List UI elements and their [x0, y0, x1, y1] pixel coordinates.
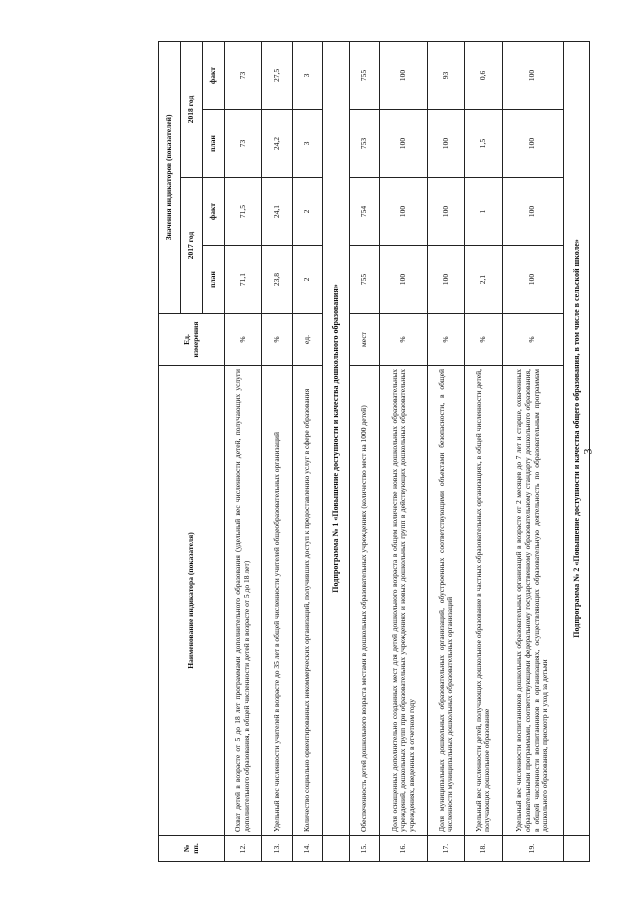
row-name: Охват детей в возрасте от 5 до 18 лет программами дополнительного образования (удельный вес численности детей, получающих услуги дополнительного образования, в общей численности детей в возрасте от 5 до 18 лет)	[225, 366, 262, 836]
table-container	[0, 67, 640, 854]
row-plan-2017: 2,1	[465, 246, 502, 314]
row-num: 13.	[262, 836, 293, 862]
row-name: Удельный вес численности воспитанников дошкольных образовательных организаций в возрасте от 2 месяцев до 7 лет и старше, охваченных образовательными программами, соответствующими федеральному государственному образовательному стандарту дошкольного образования, в общей численности воспитанников в организациях, осуществляющих образовательную деятельность по образовательным программам дошкольного образования, присмотр и уход за детьми	[502, 366, 563, 836]
row-name: Доля оснащенных дополнительно созданных мест для детей дошкольного возраста в общем количестве новых дошкольных образовательных учреждений, дошкольных групп при образовательных учреждениях и новых дошкольных групп в действующих дошкольных образовательных учреждениях, введенных в отчетном году	[380, 366, 428, 836]
row-plan-2017: 23,8	[262, 246, 293, 314]
row-fact-2017: 100	[502, 178, 563, 246]
row-name: Обеспеченность детей дошкольного возраста местами в дошкольных образовательных учреждениях (количество мест на 1000 детей)	[349, 366, 380, 836]
row-fact-2017: 24,1	[262, 178, 293, 246]
row-fact-2017: 71,5	[225, 178, 262, 246]
row-num: 15.	[349, 836, 380, 862]
header-fact-2018: факт	[203, 41, 225, 109]
row-fact-2018: 73	[225, 41, 262, 109]
row-fact-2017: 2	[292, 178, 323, 246]
table-row	[292, 41, 323, 861]
table-row	[428, 41, 465, 861]
row-unit: мест	[349, 314, 380, 366]
table-row	[465, 41, 502, 861]
row-fact-2018: 755	[349, 41, 380, 109]
row-plan-2018: 1,5	[465, 110, 502, 178]
row-num: 16.	[380, 836, 428, 862]
header-plan-2017: план	[203, 246, 225, 314]
row-fact-2018: 93	[428, 41, 465, 109]
row-fact-2018: 0,6	[465, 41, 502, 109]
row-plan-2017: 2	[292, 246, 323, 314]
row-plan-2018: 24,2	[262, 110, 293, 178]
row-name: Количество социально ориентированных некоммерческих организаций, получивших доступ к предоставлению услуг в сфере образования	[292, 366, 323, 836]
row-plan-2018: 73	[225, 110, 262, 178]
row-plan-2018: 100	[502, 110, 563, 178]
table-row	[225, 41, 262, 861]
row-fact-2018: 100	[502, 41, 563, 109]
indicators-table	[158, 41, 590, 862]
row-unit: %	[502, 314, 563, 366]
row-plan-2017: 100	[380, 246, 428, 314]
row-plan-2017: 100	[428, 246, 465, 314]
row-unit: %	[465, 314, 502, 366]
row-fact-2017: 100	[380, 178, 428, 246]
header-num: № пп.	[159, 836, 225, 862]
row-num: 19.	[502, 836, 563, 862]
header-fact-2017: факт	[203, 178, 225, 246]
row-name: Удельный вес численности детей, получающих дошкольное образование в частных образовательных организациях, в общей численности детей, получающих дошкольное образование	[465, 366, 502, 836]
row-plan-2018: 753	[349, 110, 380, 178]
row-plan-2018: 100	[380, 110, 428, 178]
header-name: Наименование индикатора (показателя)	[159, 366, 225, 836]
row-name: Удельный вес численности учителей в возрасте до 35 лет в общей численности учителей общеобразовательных организаций	[262, 366, 293, 836]
row-plan-2017: 71,1	[225, 246, 262, 314]
header-plan-2018: план	[203, 110, 225, 178]
row-fact-2017: 1	[465, 178, 502, 246]
header-year-2017: 2017 год	[181, 178, 203, 314]
row-num: 14.	[292, 836, 323, 862]
row-plan-2017: 100	[502, 246, 563, 314]
header-year-2018: 2018 год	[181, 41, 203, 177]
row-name: Доля муниципальных дошкольных образовательных организаций, обустроенных соответствующими объектами безопасности, в общей численности муниципальных дошкольных образовательных организаций	[428, 366, 465, 836]
row-fact-2017: 754	[349, 178, 380, 246]
table-row	[380, 41, 428, 861]
row-plan-2018: 3	[292, 110, 323, 178]
row-plan-2018: 100	[428, 110, 465, 178]
page-number: 3	[580, 448, 595, 455]
row-fact-2018: 27,5	[262, 41, 293, 109]
header-unit: Ед. измерения	[159, 314, 225, 366]
row-num: 17.	[428, 836, 465, 862]
row-unit: ед.	[292, 314, 323, 366]
row-num: 18.	[465, 836, 502, 862]
row-num: 12.	[225, 836, 262, 862]
row-unit: %	[380, 314, 428, 366]
table-row	[502, 41, 563, 861]
row-fact-2017: 100	[428, 178, 465, 246]
subprogram-1-title: Подпрограмма № 1 «Повышение доступности и качества дошкольного образования»	[323, 41, 349, 835]
subprogram-2-title: Подпрограмма № 2 «Повышение доступности и качества общего образования, в том числе в сельской школе»	[563, 41, 589, 835]
row-fact-2018: 100	[380, 41, 428, 109]
row-unit: %	[428, 314, 465, 366]
header-values: Значения индикаторов (показателей)	[159, 41, 181, 313]
row-fact-2018: 3	[292, 41, 323, 109]
table-row	[349, 41, 380, 861]
row-unit: %	[262, 314, 293, 366]
row-unit: %	[225, 314, 262, 366]
table-row	[262, 41, 293, 861]
row-plan-2017: 755	[349, 246, 380, 314]
